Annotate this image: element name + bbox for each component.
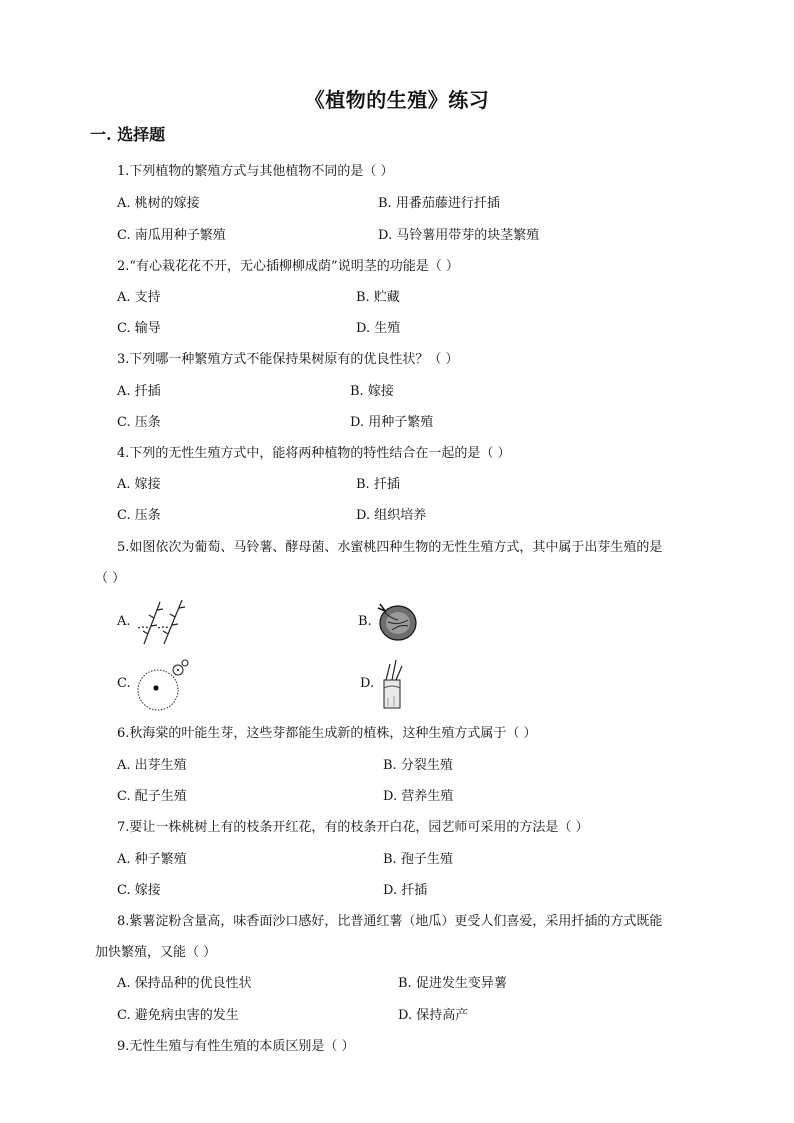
q8-option-d[interactable]: D. 保持高产 [398,1008,469,1023]
question-9: 9.无性生殖与有性生殖的本质区别是（ ） [117,1039,355,1054]
q6-option-b[interactable]: B. 分裂生殖 [383,758,453,773]
q4-option-d[interactable]: D. 组织培养 [356,508,427,523]
question-7: 7.要让一株桃树上有的枝条开红花，有的枝条开白花，园艺师可采用的方法是（ ） [117,820,589,835]
q2-option-b[interactable]: B. 贮藏 [356,290,400,305]
q5-option-d[interactable]: D. [360,676,375,691]
q8-option-a[interactable]: A. 保持品种的优良性状 [117,976,252,991]
q2-option-d[interactable]: D. 生殖 [356,321,401,336]
q1-option-b[interactable]: B. 用番茄藤进行扦插 [378,196,500,211]
grape-cutting-figure [134,598,194,646]
q3-option-a[interactable]: A. 扦插 [117,384,161,399]
q4-option-a[interactable]: A. 嫁接 [117,477,161,492]
yeast-budding-figure [136,658,192,714]
question-6: 6.秋海棠的叶能生芽，这些芽都能生成新的植株，这种生殖方式属于（ ） [117,726,537,741]
question-5: 5.如图依次为葡萄、马铃薯、酵母菌、水蜜桃四种生物的无性生殖方式，其中属于出芽生殖的是 [117,540,663,555]
q6-option-d[interactable]: D. 营养生殖 [383,789,454,804]
page-title: 《植物的生殖》练习 [304,88,490,112]
peach-grafting-figure [376,658,412,710]
question-5-continuation: （ ） [95,571,126,586]
q1-option-c[interactable]: C. 南瓜用种子繁殖 [117,228,226,243]
q7-option-b[interactable]: B. 孢子生殖 [383,852,453,867]
question-3: 3.下列哪一种繁殖方式不能保持果树原有的优良性状？（ ） [117,352,459,367]
q1-option-d[interactable]: D. 马铃薯用带芽的块茎繁殖 [378,228,540,243]
q5-option-a[interactable]: A. [117,614,131,629]
q4-option-c[interactable]: C. 压条 [117,508,161,523]
q8-option-c[interactable]: C. 避免病虫害的发生 [117,1008,239,1023]
q7-option-d[interactable]: D. 扦插 [383,883,428,898]
q3-option-c[interactable]: C. 压条 [117,415,161,430]
yeast-cell-icon [136,658,192,714]
q7-option-a[interactable]: A. 种子繁殖 [117,852,187,867]
q3-option-b[interactable]: B. 嫁接 [350,384,394,399]
grape-cutting-icon [134,598,194,646]
q8-option-b[interactable]: B. 促进发生变异薯 [398,976,507,991]
question-8-continuation: 加快繁殖，又能（ ） [95,945,217,960]
question-8: 8.紫薯淀粉含量高，味香面沙口感好，比普通红薯（地瓜）更受人们喜爱，采用扦插的方式既能 [117,914,663,929]
q5-option-c[interactable]: C. [117,676,131,691]
question-1: 1.下列植物的繁殖方式与其他植物不同的是（ ） [117,164,394,179]
section-heading: 一. 选择题 [90,125,166,144]
potato-icon [374,596,420,644]
q1-option-a[interactable]: A. 桃树的嫁接 [117,196,200,211]
grafting-icon [376,658,412,710]
q6-option-a[interactable]: A. 出芽生殖 [117,758,187,773]
q5-option-b[interactable]: B. [358,614,372,629]
q4-option-b[interactable]: B. 扦插 [356,477,400,492]
q2-option-c[interactable]: C. 输导 [117,321,161,336]
q3-option-d[interactable]: D. 用种子繁殖 [350,415,434,430]
potato-tuber-figure [374,596,420,644]
question-2: 2.“有心栽花花不开，无心插柳柳成荫”说明茎的功能是（ ） [117,259,459,274]
question-4: 4.下列的无性生殖方式中，能将两种植物的特性结合在一起的是（ ） [117,446,511,461]
q7-option-c[interactable]: C. 嫁接 [117,883,161,898]
q6-option-c[interactable]: C. 配子生殖 [117,789,187,804]
q2-option-a[interactable]: A. 支持 [117,290,161,305]
